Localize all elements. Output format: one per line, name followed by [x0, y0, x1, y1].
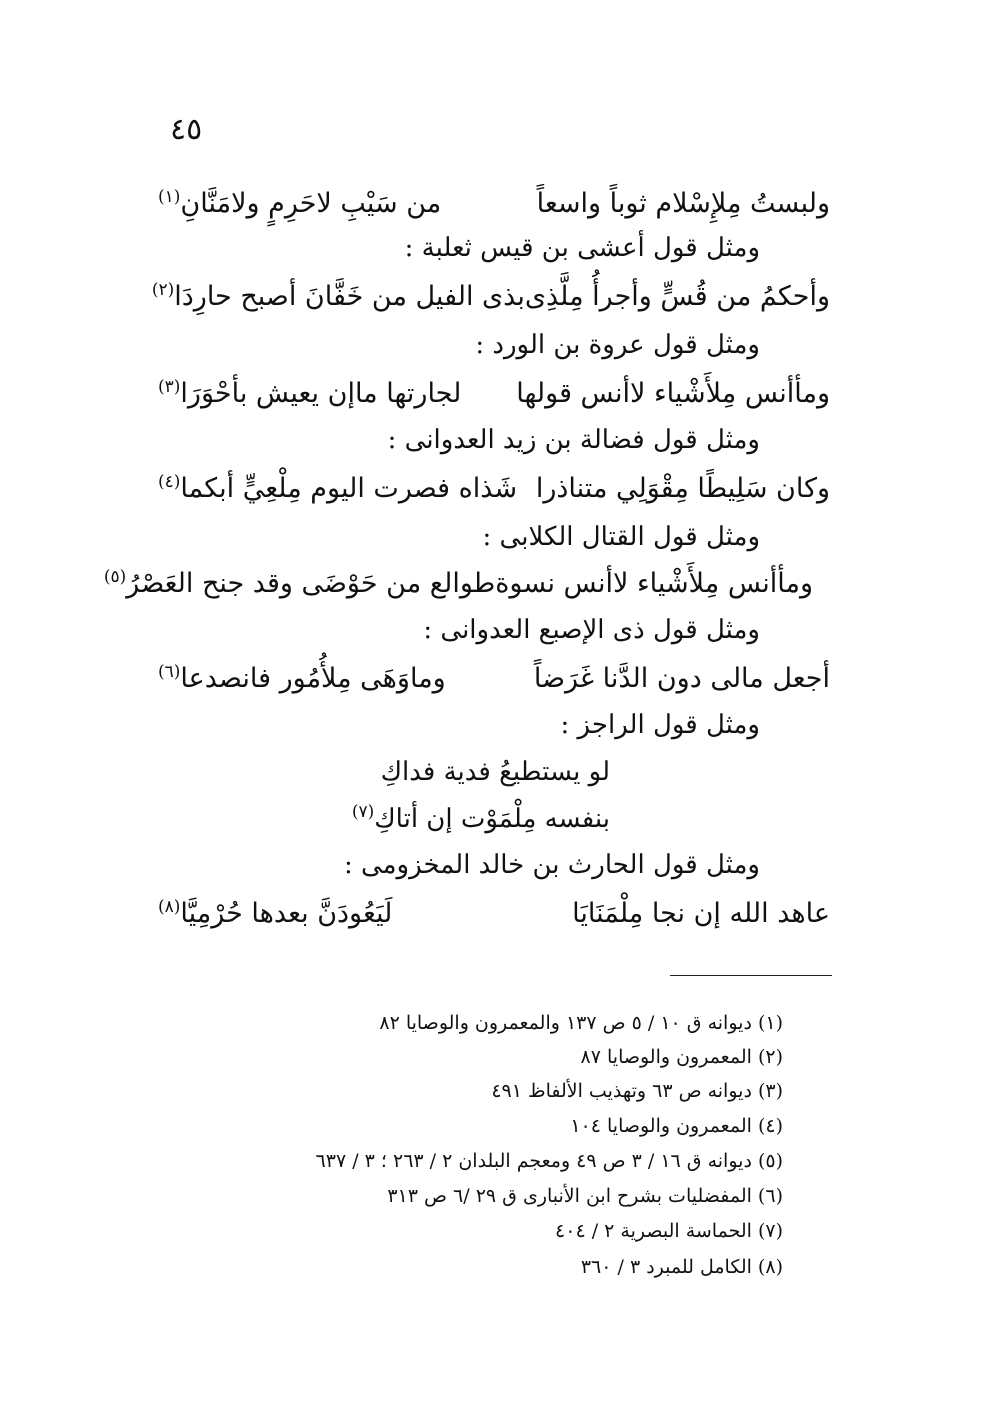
- poet-intro: ومثل قول الحارث بن خالد المخزومى :: [343, 850, 760, 880]
- poet-intro: ومثل قول أعشى بن قيس ثعلبة :: [404, 233, 760, 263]
- poet-intro: ومثل قول القتال الكلابى :: [482, 522, 760, 552]
- verse-second-hemistich: [158, 377, 461, 409]
- verse-line: [158, 890, 830, 936]
- rajaz-text: بنفسه مِلْمَوْت إن أتاكِ: [374, 804, 610, 834]
- verse-line: [158, 655, 830, 701]
- verse-second-hemistich: [152, 280, 525, 312]
- poet-intro: ومثل قول الراجز :: [560, 710, 760, 740]
- verse-second-text: بذى الفيل من خَفَّانَ أصبح حارِدَا: [174, 281, 525, 312]
- verse-second-text: من سَيْبِ لاحَرِمٍ ولامَنَّانِ: [180, 188, 442, 219]
- footnote: (٣) ديوانه ص ٦٣ وتهذيب الألفاظ ٤٩١: [491, 1080, 783, 1102]
- verse-second-text: لجارتها ماإن يعيش بأحْوَرَا: [180, 378, 462, 409]
- footnote-marker: (٧): [351, 802, 375, 822]
- footnote: (٨) الكامل للمبرد ٣ / ٣٦٠: [580, 1256, 783, 1278]
- footnote-marker: (١): [158, 187, 181, 207]
- footnote: (١) ديوانه ق ١٠ / ٥ ص ١٣٧ والمعمرون والوصايا ٨٢: [379, 1012, 783, 1034]
- footnote-marker: (٦): [158, 662, 181, 682]
- verse-second-hemistich: [104, 567, 495, 599]
- verse-line: [158, 465, 830, 511]
- poet-intro: ومثل قول عروة بن الورد :: [475, 330, 760, 360]
- verse-first-hemistich: أجعل مالى دون الدَّنا غَرَضاً: [533, 662, 830, 694]
- footnote-marker: (٢): [151, 280, 175, 300]
- footnote-marker: (٨): [158, 897, 181, 917]
- rajaz-line: [352, 802, 610, 834]
- footnote: (٥) ديوانه ق ١٦ / ٣ ص ٤٩ ومعجم البلدان ٢ / ٢٦٣ ؛ ٣ / ٦٣٧: [315, 1150, 783, 1172]
- poet-intro: ومثل قول ذى الإصبع العدوانى :: [423, 615, 760, 645]
- verse-second-hemistich: [158, 187, 441, 219]
- verse-first-hemistich: ولبستُ مِلإِسْلام ثوباً واسعاً: [536, 187, 830, 219]
- verse-second-hemistich: [158, 662, 446, 694]
- footnote: (٤) المعمرون والوصايا ١٠٤: [570, 1115, 783, 1137]
- footnote-marker: (٥): [103, 567, 127, 587]
- verse-first-hemistich: ومأأنس مِلأَشْياء لاأنس نسوة: [495, 567, 813, 599]
- verse-line: [158, 370, 830, 416]
- verse-first-hemistich: عاهد الله إن نجا مِلْمَنَايَا: [572, 897, 830, 929]
- footnote-separator: [670, 975, 832, 976]
- verse-line: [158, 180, 830, 226]
- footnote: (٦) المفضليات بشرح ابن الأنبارى ق ٢٩ /٦ ص ٣١٣: [387, 1185, 783, 1207]
- verse-first-hemistich: وكان سَلِيطًا مِقْوَلِي متناذرا: [535, 472, 830, 504]
- footnote: (٧) الحماسة البصرية ٢ / ٤٠٤: [555, 1220, 783, 1242]
- verse-second-text: طوالع من حَوْضَى وقد جنح العَصْرُ: [126, 568, 496, 599]
- verse-second-text: لَيَعُودَنَّ بعدها حُرْمِيَّا: [180, 898, 393, 929]
- verse-second-text: شَذاه فصرت اليوم مِلْعِيٍّ أبكما: [180, 473, 518, 504]
- verse-line: [151, 273, 830, 319]
- verse-second-text: وماوَهَى مِلأُمُور فانصدعا: [180, 663, 446, 694]
- verse-first-hemistich: وأحكمُ من قُسٍّ وأجرأُ مِلَّذِى: [524, 280, 830, 312]
- verse-second-hemistich: [158, 897, 392, 929]
- page-number: ٤٥: [170, 112, 203, 147]
- footnote-marker: (٣): [158, 377, 181, 397]
- verse-line: [103, 560, 813, 606]
- footnote-marker: (٤): [158, 472, 181, 492]
- footnote: (٢) المعمرون والوصايا ٨٧: [580, 1046, 783, 1068]
- verse-second-hemistich: [158, 472, 517, 504]
- poet-intro: ومثل قول فضالة بن زيد العدوانى :: [387, 425, 760, 455]
- verse-first-hemistich: ومأأنس مِلأَشْياء لاأنس قولها: [516, 377, 830, 409]
- rajaz-line: لو يستطيعُ فدية فداكِ: [380, 757, 610, 787]
